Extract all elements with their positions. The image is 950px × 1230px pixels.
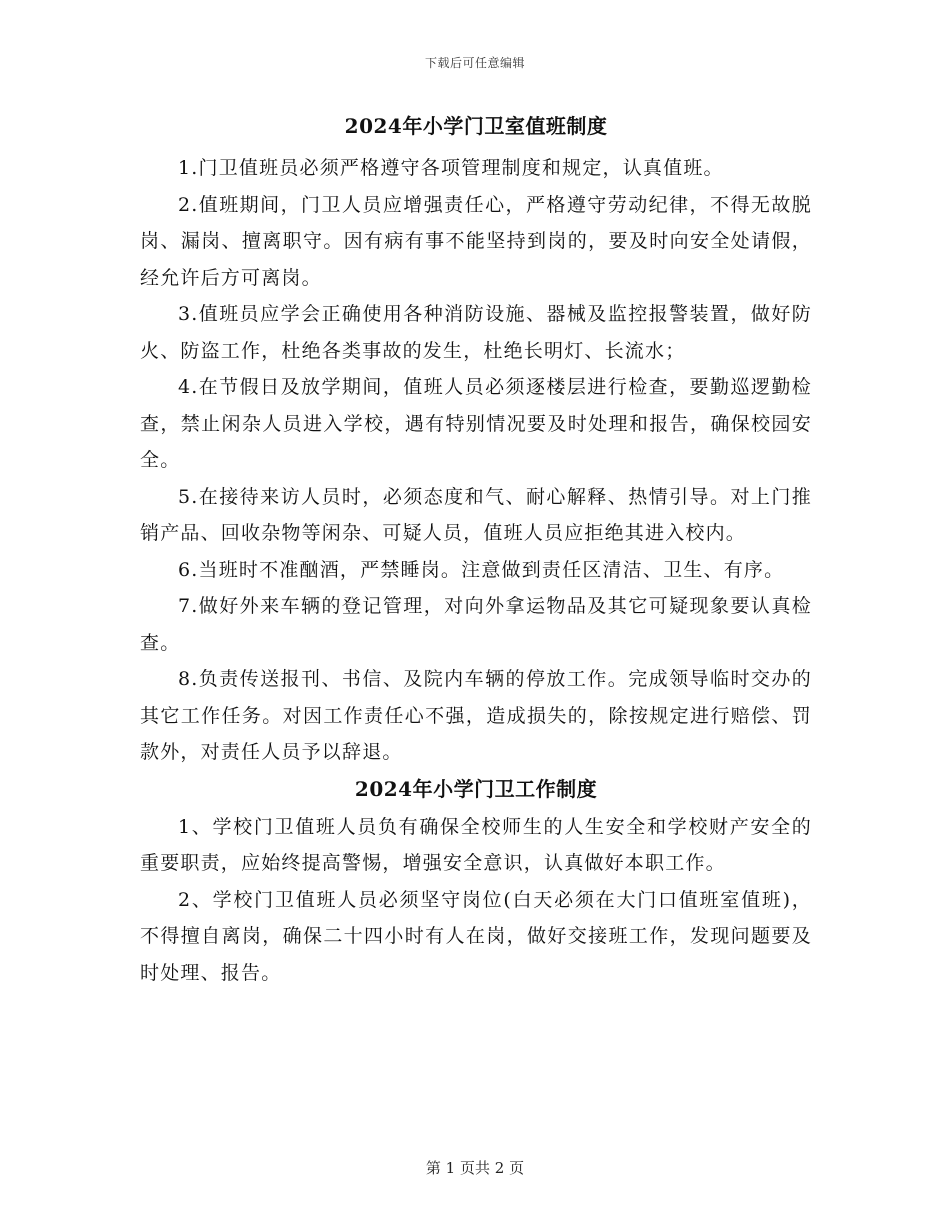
duty-rule-4: 4.在节假日及放学期间，值班人员必须逐楼层进行检查，要勤巡逻勤检查，禁止闲杂人员进入学校，遇有特别情况要及时处理和报告，确保校园安全。 [140,376,812,471]
document-body [140,112,812,991]
header-note: 下载后可任意编辑 [424,56,525,70]
duty-rule-6: 6.当班时不准酗酒，严禁睡岗。注意做到责任区清洁、卫生、有序。 [178,558,785,581]
section-title-work: 2024年小学门卫工作制度 [354,776,598,801]
duty-rule-8: 8.负责传送报刊、书信、及院内车辆的停放工作。完成领导临时交办的其它工作任务。对因工作责任心不强，造成损失的，除按规定进行赔偿、罚款外，对责任人员予以辞退。 [140,668,812,763]
duty-rule-7: 7.做好外来车辆的登记管理，对向外拿运物品及其它可疑现象要认真检查。 [140,595,812,654]
duty-rule-5: 5.在接待来访人员时，必须态度和气、耐心解释、热情引导。对上门推销产品、回收杂物等闲杂、可疑人员，值班人员应拒绝其进入校内。 [140,485,812,544]
page-number: 第 1 页共 2 页 [425,1159,525,1177]
work-rule-1: 1、学校门卫值班人员负有确保全校师生的人生安全和学校财产安全的重要职责，应始终提高警惕，增强安全意识，认真做好本职工作。 [140,815,812,874]
section-title-duty: 2024年小学门卫室值班制度 [344,114,608,138]
duty-rule-3: 3.值班员应学会正确使用各种消防设施、器械及监控报警装置，做好防火、防盗工作，杜绝各类事故的发生，杜绝长明灯、长流水； [140,303,812,362]
duty-rule-2: 2.值班期间，门卫人员应增强责任心，严格遵守劳动纪律，不得无故脱岗、漏岗、擅离职守。因有病有事不能坚持到岗的，要及时向安全处请假，经允许后方可离岗。 [140,193,812,289]
duty-rule-1: 1.门卫值班员必须严格遵守各项管理制度和规定，认真值班。 [178,157,724,179]
work-rule-2: 2、学校门卫值班人员必须坚守岗位(白天必须在大门口值班室值班)，不得擅自离岗，确保二十四小时有人在岗，做好交接班工作，发现问题要及时处理、报告。 [140,888,812,984]
